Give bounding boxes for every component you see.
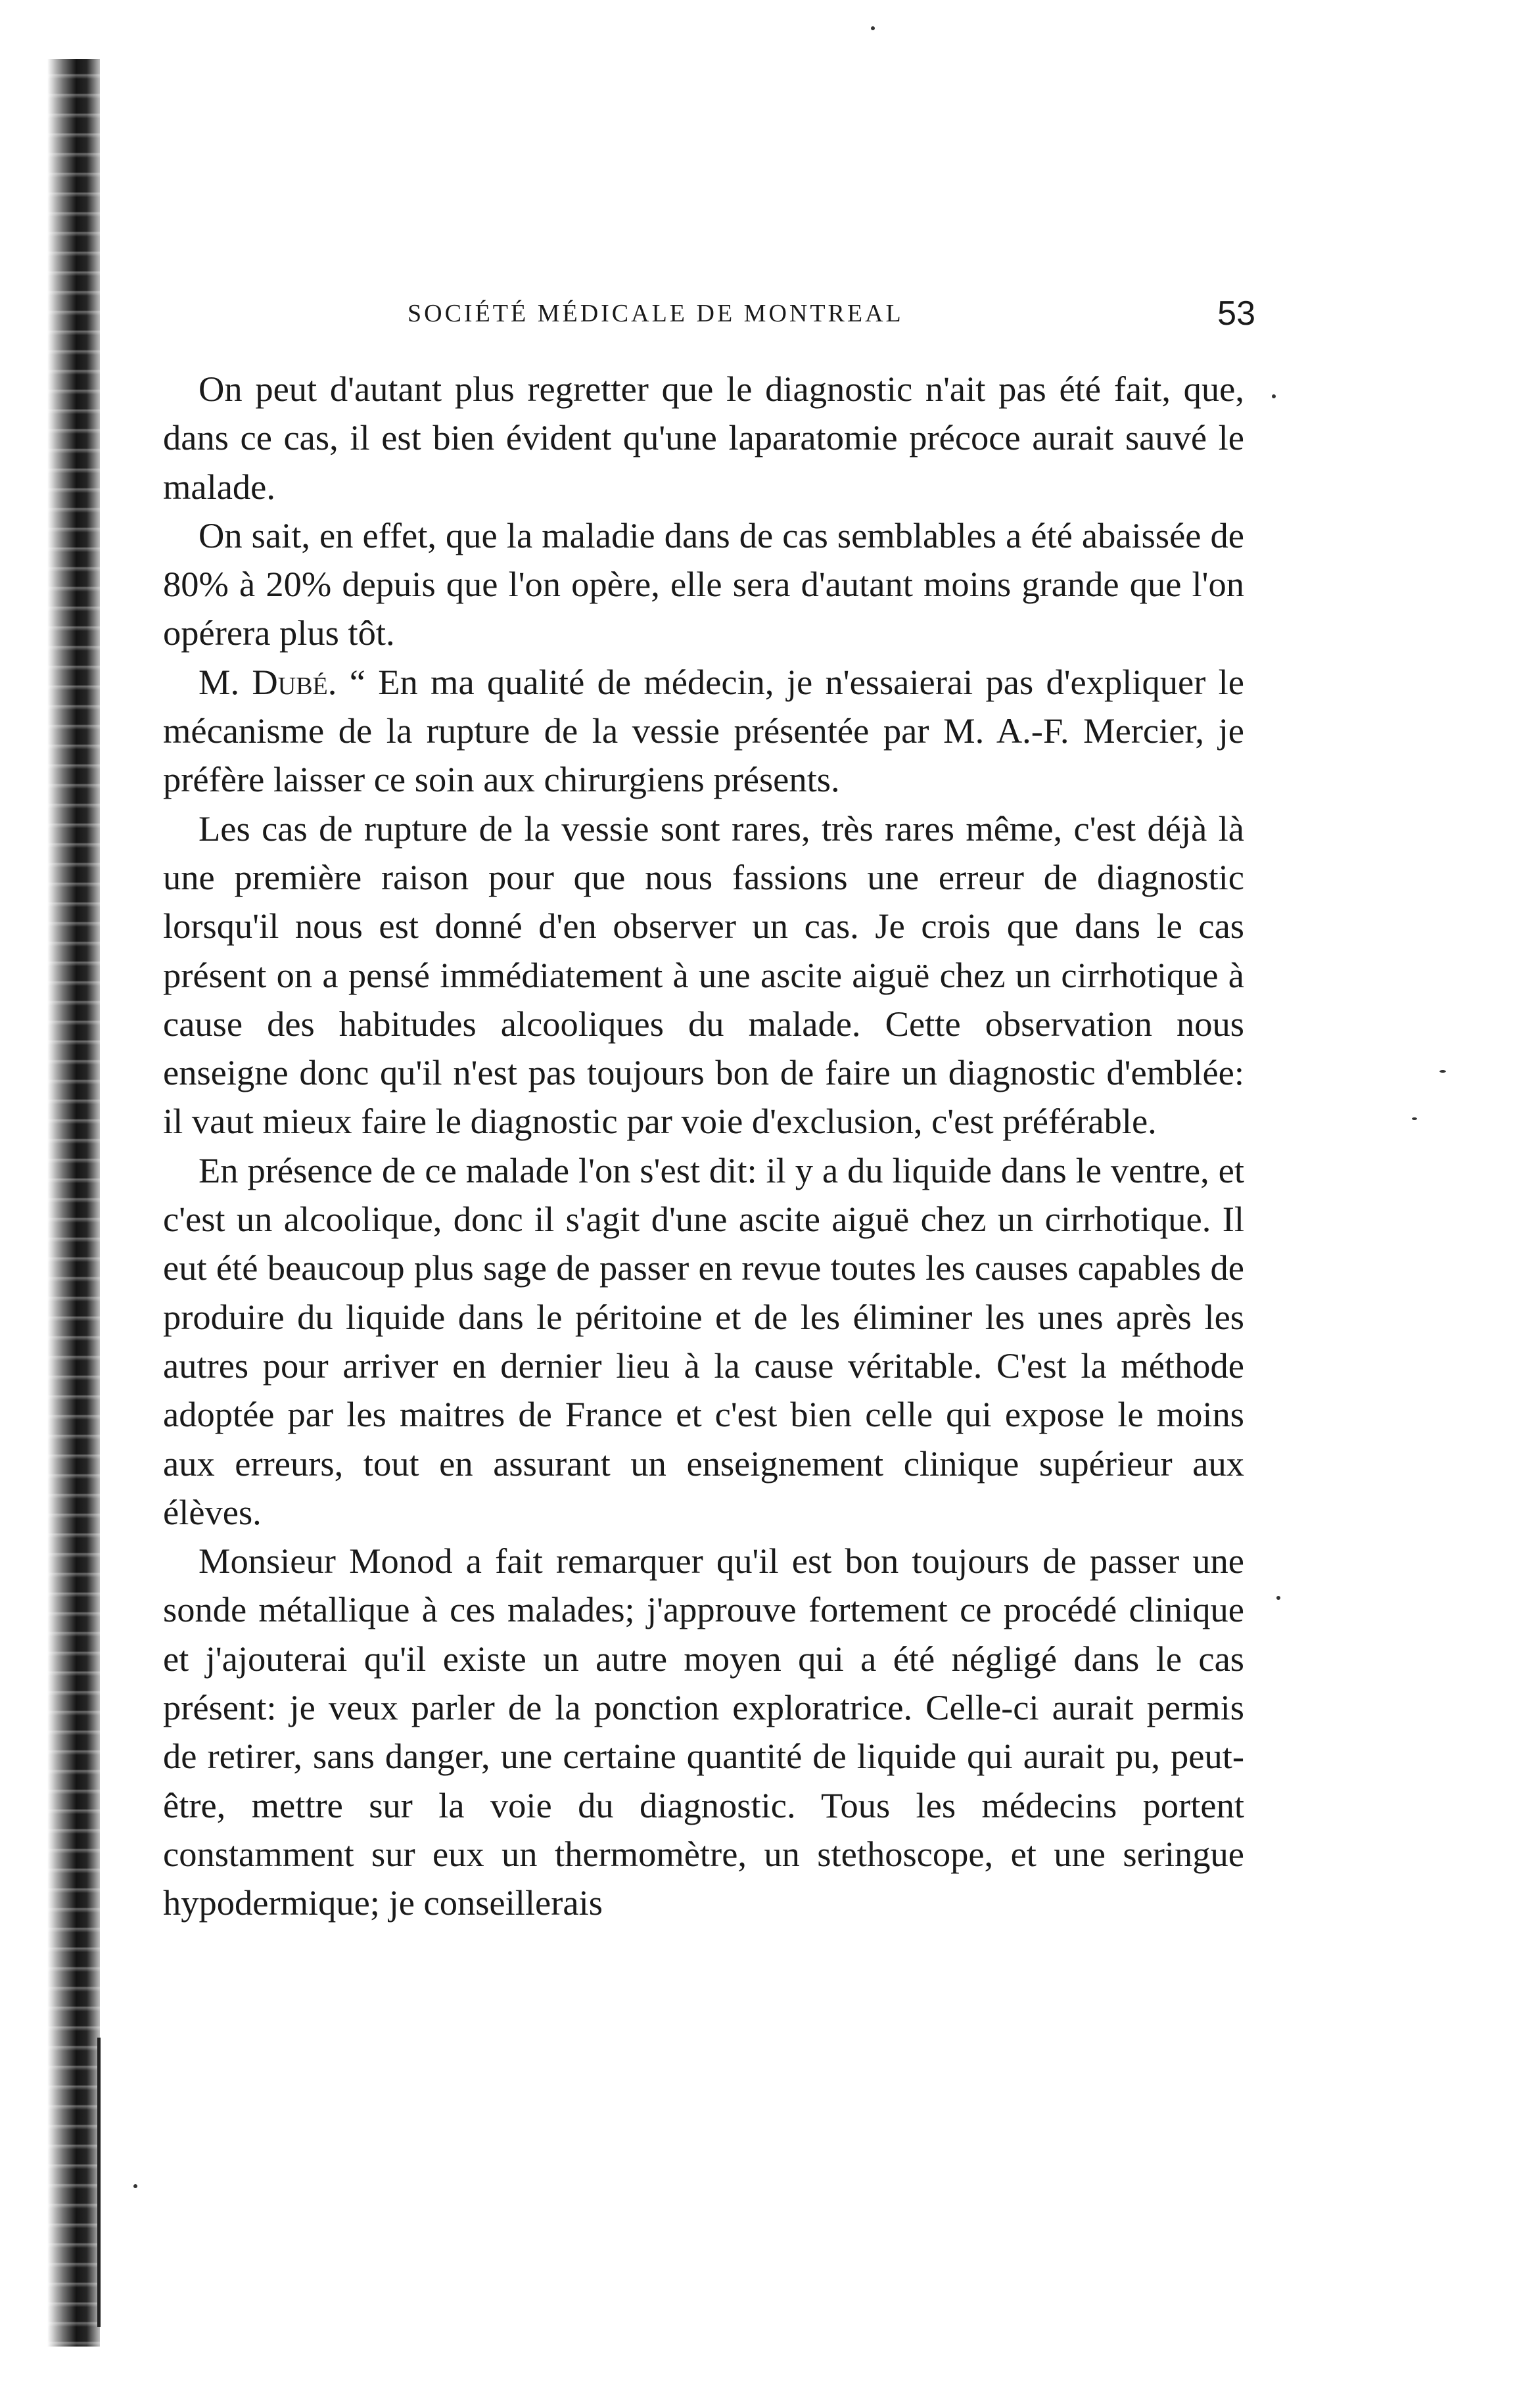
running-head xyxy=(408,294,1255,339)
paragraph-2 xyxy=(163,511,1244,658)
paragraph-3 xyxy=(163,658,1244,805)
page-number: 53 xyxy=(1217,294,1255,333)
paragraph-5 xyxy=(163,1146,1244,1537)
scan-speck xyxy=(1276,1596,1280,1600)
scan-speck xyxy=(871,26,875,30)
paragraph-6-text: Monsieur Monod a fait remarquer qu'il est bon toujours de passer une sonde métallique à ces malades; j'approuve fortement ce procédé clinique et j'ajouterai qu'il existe un autre moyen qui a été négligé dans le cas présent: je veux parler de la ponction exploratrice. Celle-ci aurait permis de retirer, sans danger, une certaine quantité de liquide qui aurait pu, peut-être, mettre sur la voie du diagnostic. Tous les médecins portent constamment sur eux un thermomètre, un stethoscope, et une seringue hypodermique; je conseillerais xyxy=(163,1541,1244,1923)
paragraph-2-text: On sait, en effet, que la maladie dans de cas semblables a été abaissée de 80% à 20% depuis que l'on opère, elle sera d'autant moins grande que l'on opérera plus tôt. xyxy=(163,515,1244,653)
paragraph-5-text: En présence de ce malade l'on s'est dit: il y a du liquide dans le ventre, et c'est un alcoolique, donc il s'agit d'une ascite aiguë chez un cirrhotique. Il eut été beaucoup plus sage de passer en revue toutes les causes capables de produire du liquide dans le péritoine et de les éliminer les unes après les autres pour arriver en dernier lieu à la cause véritable. C'est la méthode adoptée par les maitres de France et c'est bien celle qui expose le moins aux erreurs, tout en assurant un enseignement clinique supérieur aux élèves. xyxy=(163,1150,1244,1532)
paragraph-1-text: On peut d'autant plus regretter que le diagnostic n'ait pas été fait, que, dans ce cas, il est bien évident qu'une laparatomie précoce aurait sauvé le malade. xyxy=(163,369,1244,507)
body-text xyxy=(163,365,1244,1928)
binding-shadow-line xyxy=(97,2038,101,2327)
scan-speck xyxy=(1272,394,1276,398)
speaker-name: M. Dubé. xyxy=(198,661,337,702)
paragraph-4-text: Les cas de rupture de la vessie sont rares, très rares même, c'est déjà là une première raison pour que nous fassions une erreur de diagnostic lorsqu'il nous est donné d'en observer un cas. Je crois que dans le cas présent on a pensé immédiatement à une ascite aiguë chez un cirrhotique à cause des habitudes alcooliques du malade. Cette observation nous enseigne donc qu'il n'est pas toujours bon de faire un diagnostic d'emblée: il vaut mieux faire le diagnostic par voie d'exclusion, c'est préférable. xyxy=(163,808,1244,1142)
paragraph-3-text: “ En ma qualité de médecin, je n'essaierai pas d'expliquer le mécanisme de la rupture de la vessie présentée par M. A.-F. Mercier, je préfère laisser ce soin aux chirurgiens présents. xyxy=(163,661,1244,800)
running-title: SOCIÉTÉ MÉDICALE DE MONTREAL xyxy=(408,300,904,327)
paragraph-1 xyxy=(163,365,1244,511)
paragraph-6 xyxy=(163,1537,1244,1927)
paragraph-4 xyxy=(163,805,1244,1146)
scan-speck xyxy=(1412,1117,1417,1120)
scan-speck xyxy=(133,2184,137,2188)
scanned-binding-edge xyxy=(47,59,100,2347)
scan-speck xyxy=(1439,1070,1446,1073)
